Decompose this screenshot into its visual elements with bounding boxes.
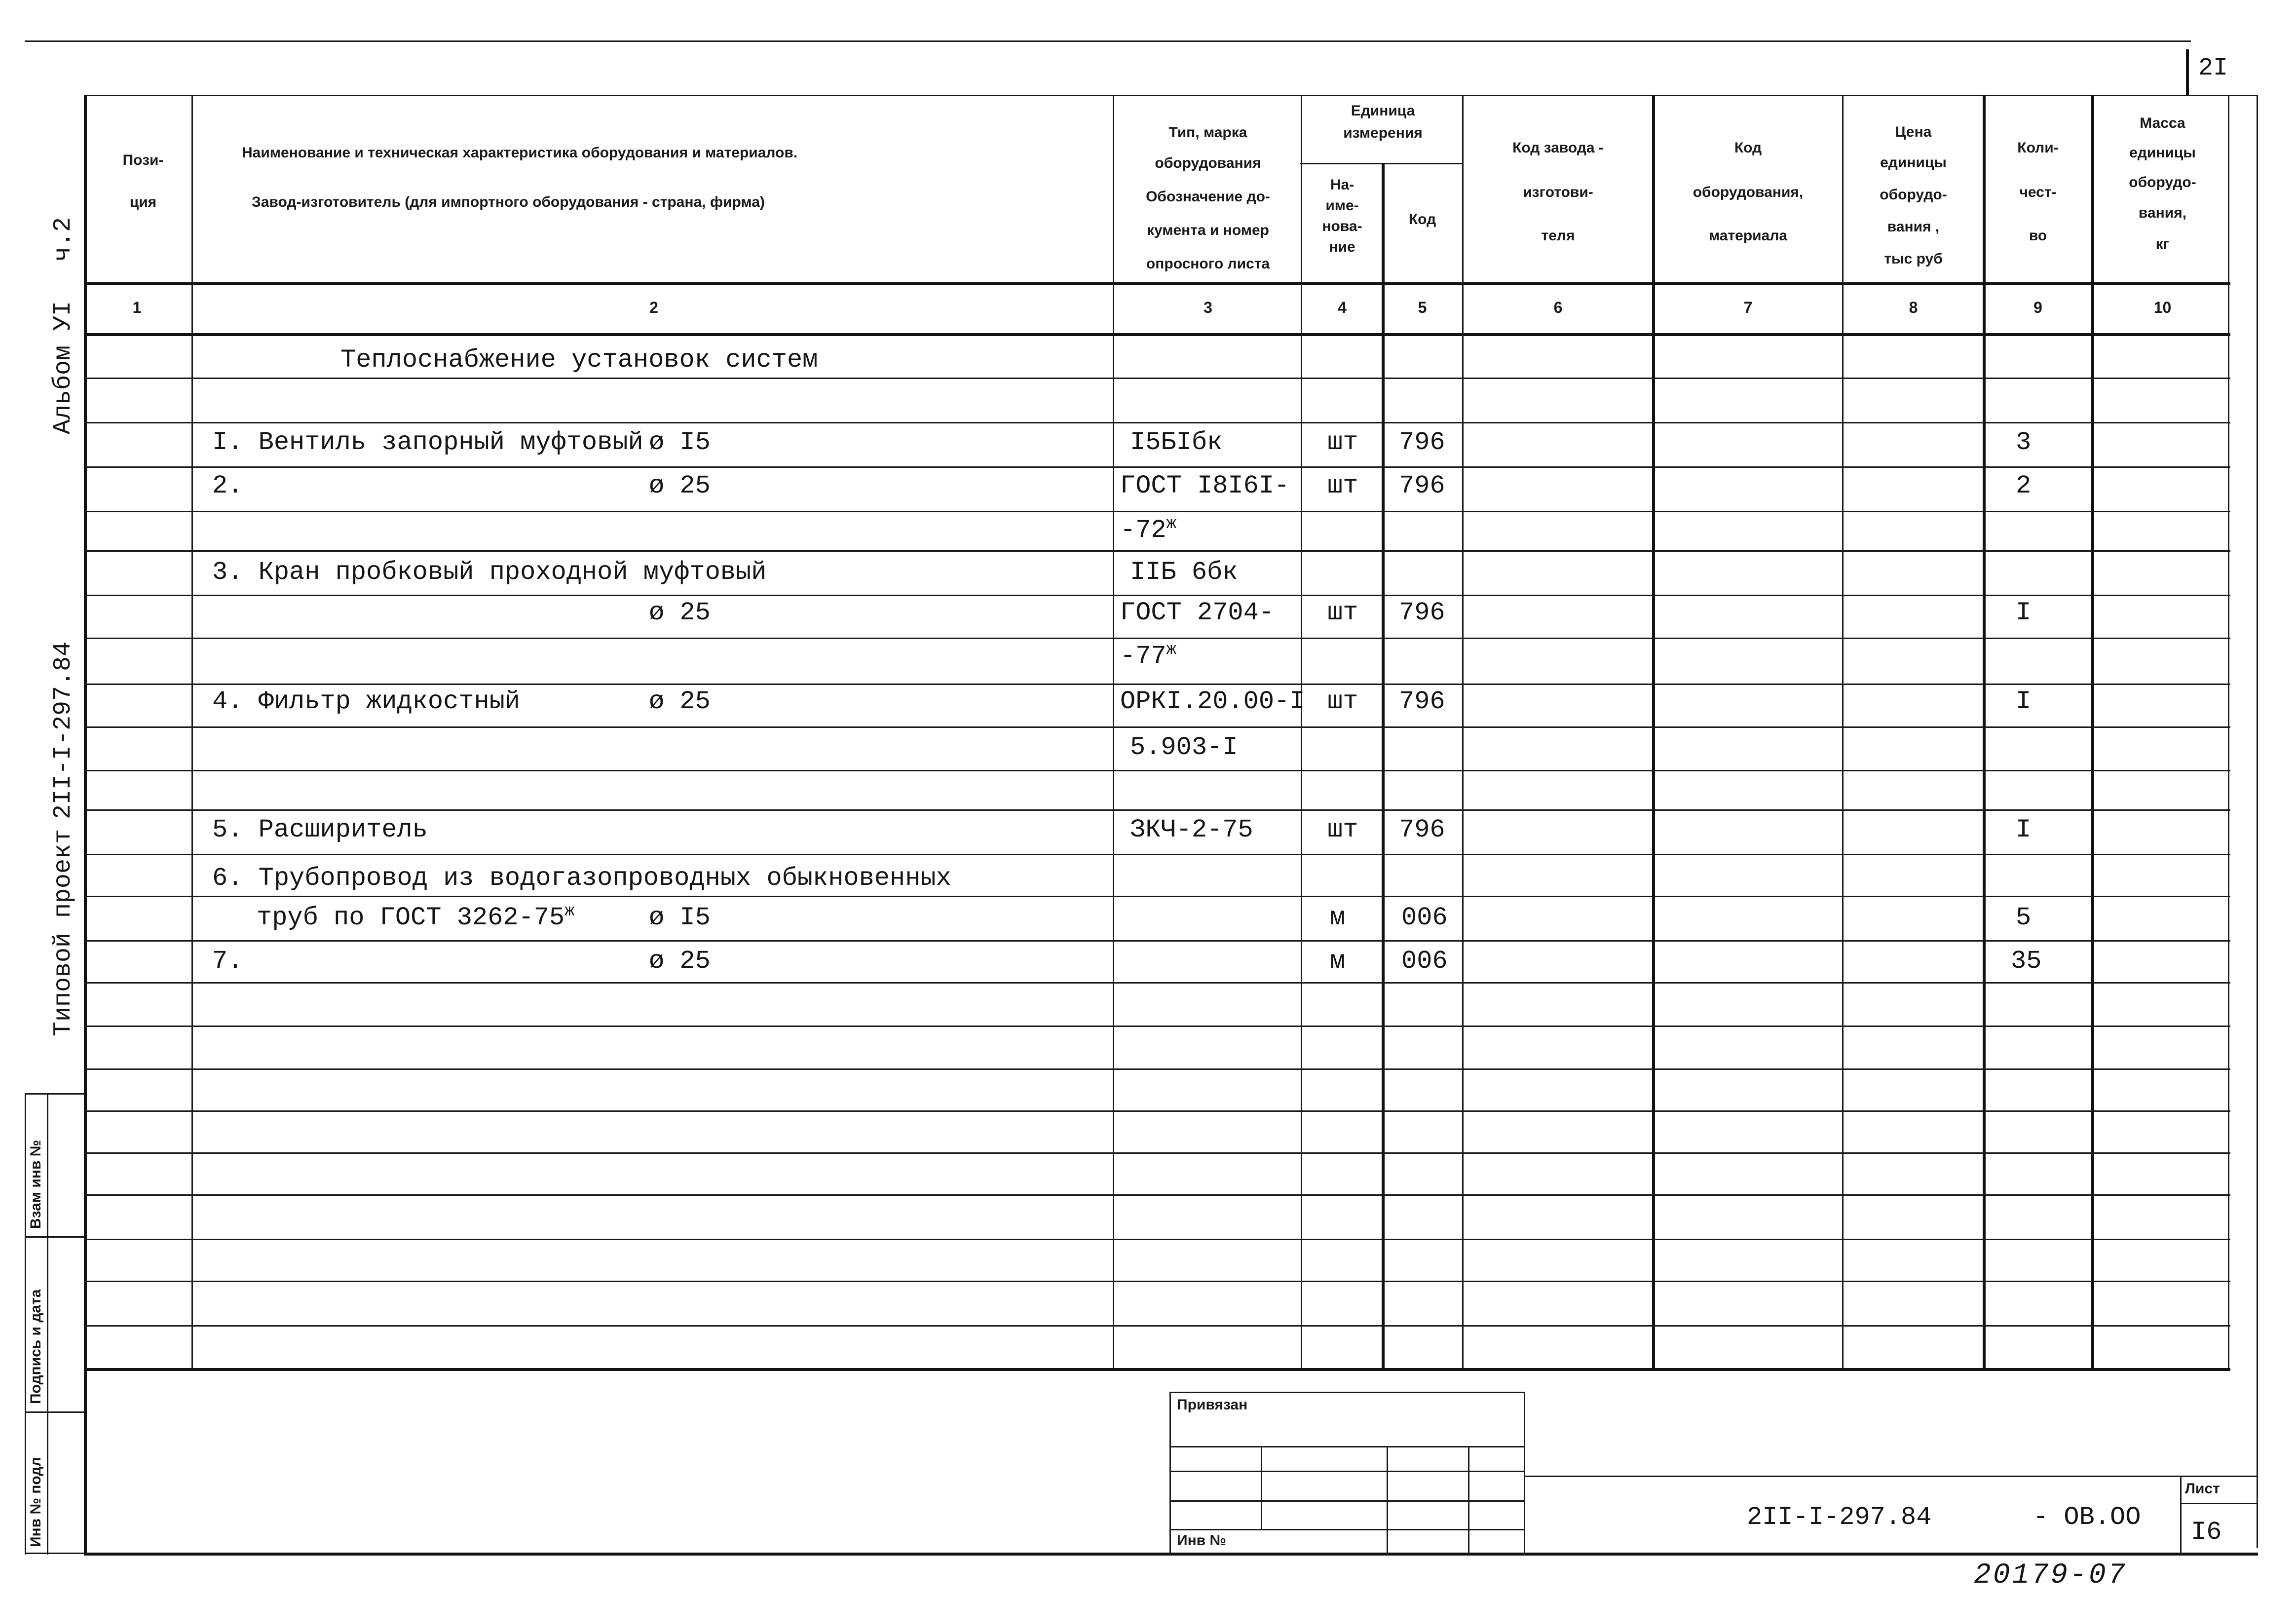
tb-tied: Привязан — [1177, 1397, 1248, 1413]
colnum-10: 10 — [2153, 299, 2172, 316]
footer-handwritten-number: 20179-07 — [1974, 1559, 2127, 1592]
item4-unit: шт — [1327, 687, 1358, 716]
row-line — [84, 809, 2230, 811]
hdr-col9-l1: Коли- — [2017, 140, 2059, 156]
item3-type: IIБ 6бк — [1130, 558, 1238, 587]
hdr-col2-line2: Завод-изготовитель (для импортного оборудования - страна, фирма) — [252, 194, 765, 210]
item7-code: 006 — [1401, 947, 1448, 976]
hdr-col9-l2: чест- — [2019, 184, 2057, 200]
row-line — [84, 854, 2230, 855]
tb-inv: Инв № — [1177, 1532, 1226, 1549]
hdr-col4-l2: име- — [1325, 197, 1359, 214]
hdr-col10-l5: кг — [2155, 236, 2170, 252]
item4-name: 4. Фильтр жидкостный — [212, 687, 521, 716]
col-line-8 — [1983, 95, 1986, 1370]
hdr-col10-l2: единицы — [2129, 145, 2196, 161]
hdr-col4-l4: ние — [1329, 239, 1355, 255]
tb-col — [1261, 1446, 1262, 1529]
stamp-line — [25, 1093, 84, 1095]
col-line-2 — [1113, 95, 1114, 1370]
stamp-divider — [47, 1093, 48, 1555]
numbers-bottom — [84, 333, 2230, 336]
stamp-line — [25, 1553, 84, 1554]
item3-qty: I — [2016, 598, 2032, 627]
item1-qty: 3 — [2016, 428, 2032, 457]
item6-code: 006 — [1401, 903, 1448, 932]
tb-sheet-no: I6 — [2191, 1518, 2222, 1547]
item4-dia: ø 25 — [649, 687, 711, 716]
side-album: Альбом УI — [49, 301, 77, 434]
item3-type2: ГОСТ 2704- — [1120, 598, 1275, 627]
item5-unit: шт — [1327, 815, 1358, 844]
row-line — [84, 896, 2230, 897]
hdr-col3-l5: опросного листа — [1146, 256, 1270, 272]
stamp-label-1: Взам инв № — [28, 1140, 44, 1229]
table-bottom — [84, 1368, 2230, 1371]
col-line-1 — [191, 95, 193, 1370]
hdr-col10-l4: вания, — [2138, 205, 2187, 221]
row-line — [84, 1194, 2230, 1196]
tb-doc-code: 2II-I-297.84 — [1747, 1503, 1932, 1532]
hdr-col6-l3: теля — [1541, 228, 1575, 244]
col-line-5 — [1462, 95, 1464, 1370]
tb-top — [1169, 1392, 1525, 1393]
tb-sheet-label: Лист — [2185, 1481, 2220, 1497]
hdr-col8-l1: Цена — [1895, 124, 1932, 140]
row-line — [84, 940, 2230, 942]
item5-name: 5. Расширитель — [212, 815, 428, 844]
item1-dia: ø I5 — [649, 428, 711, 457]
colnum-8: 8 — [1909, 299, 1918, 316]
colnum-6: 6 — [1553, 299, 1563, 316]
col-line-3 — [1301, 95, 1302, 1370]
item2-qty: 2 — [2016, 471, 2032, 500]
hdr-col10-l1: Масса — [2140, 115, 2185, 131]
tb-line — [1169, 1471, 1525, 1472]
item6-name: 6. Трубопровод из водогазопроводных обыкновенных — [212, 864, 951, 893]
side-project-type: Типовой проект — [49, 829, 77, 1036]
row-line — [84, 422, 2230, 423]
col-line-9 — [2091, 95, 2094, 1370]
row-line — [84, 1239, 2230, 1240]
hdr-col6-l1: Код завода - — [1512, 140, 1604, 156]
row-line — [84, 726, 2230, 728]
item1-name: I. Вентиль запорный муфтовый — [212, 428, 643, 457]
hdr-col1-line1: Пози- — [122, 152, 164, 168]
hdr-unit-l2: измерения — [1343, 125, 1423, 141]
item6-dia: ø I5 — [649, 903, 711, 932]
item5-type: ЗКЧ-2-75 — [1130, 815, 1253, 844]
tb-main-top — [1524, 1476, 2258, 1477]
colnum-5: 5 — [1418, 299, 1427, 316]
item2-type: ГОСТ I8I6I- — [1120, 471, 1290, 500]
item4-type-cont: 5.903-I — [1130, 733, 1238, 762]
row-line — [84, 1281, 2230, 1282]
hdr-col4-l3: нова- — [1322, 218, 1362, 234]
row-line — [84, 1325, 2230, 1327]
item2-code: 796 — [1399, 471, 1445, 500]
colnum-4: 4 — [1338, 299, 1347, 316]
hdr-col3-l4: кумента и номер — [1146, 222, 1270, 238]
item3-name: 3. Кран пробковый проходной муфтовый — [212, 558, 767, 587]
hdr-col8-l2: единицы — [1880, 154, 1947, 171]
row-line — [84, 378, 2230, 379]
tb-line — [1169, 1446, 1525, 1447]
hdr-col7-l3: материала — [1708, 228, 1788, 244]
row-line — [84, 1152, 2230, 1154]
hdr-col9-l3: во — [2029, 228, 2047, 244]
section-title: Теплоснабжение установок систем — [340, 345, 818, 375]
item2-type-cont: $-72^ж$ — [1120, 515, 1177, 545]
side-project-code: 2II-I-297.84 — [49, 641, 77, 819]
hdr-col3-l3: Обозначение до- — [1146, 189, 1270, 205]
row-line — [84, 638, 2230, 639]
hdr-col7-l1: Код — [1734, 140, 1762, 156]
col-line-10 — [2228, 95, 2229, 1370]
item3-type-cont: $-77^ж$ — [1120, 641, 1177, 671]
colnum-3: 3 — [1204, 299, 1212, 316]
row-line — [84, 466, 2230, 468]
row-line — [84, 511, 2230, 512]
item2-unit: шт — [1327, 471, 1358, 500]
hdr-col2-line1: Наименование и техническая характеристика оборудования и материалов. — [242, 145, 798, 161]
col-line-4 — [1382, 163, 1385, 1370]
hdr-col6-l2: изготови- — [1523, 184, 1593, 200]
row-line — [84, 550, 2230, 552]
frame-bottom — [84, 1553, 2258, 1556]
row-line — [84, 1110, 2230, 1112]
item5-qty: I — [2016, 815, 2032, 844]
colnum-1: 1 — [132, 299, 142, 316]
tb-doc-suffix: - ОВ.ОО — [2033, 1503, 2141, 1532]
item7-name: 7. — [212, 947, 243, 976]
item6-unit: м — [1330, 903, 1346, 932]
item7-dia: ø 25 — [649, 947, 711, 976]
row-line — [84, 982, 2230, 984]
colnum-7: 7 — [1743, 299, 1753, 316]
stamp-line — [25, 1411, 84, 1413]
hdr-unit-l1: Единица — [1351, 103, 1415, 119]
tb-line — [1169, 1529, 1525, 1530]
stamp-label-3: Инв № подл — [28, 1457, 44, 1547]
header-bottom — [84, 282, 2230, 285]
stamp-line — [25, 1236, 84, 1238]
hdr-col8-l4: вания , — [1887, 219, 1940, 235]
item2-dia: ø 25 — [649, 471, 711, 500]
item6-name-cont: труб по ГОСТ $3262-75^ж$ — [257, 902, 575, 932]
row-line — [84, 1068, 2230, 1070]
item7-unit: м — [1330, 947, 1346, 976]
row-line — [84, 684, 2230, 685]
sheet-corner-number: 2I — [2198, 54, 2228, 82]
corner-box-left — [2186, 49, 2189, 96]
item2-name: 2. — [212, 471, 243, 500]
item5-code: 796 — [1399, 815, 1445, 844]
colnum-2: 2 — [649, 299, 658, 316]
item4-type: ОРКI.20.00-I — [1120, 687, 1305, 716]
tb-sheet-line — [2180, 1503, 2258, 1504]
hdr-col4-l1: На- — [1330, 177, 1355, 193]
row-line — [84, 770, 2230, 771]
hdr-col8-l3: оборудо- — [1880, 187, 1947, 203]
hdr-col5: Код — [1408, 211, 1436, 228]
tb-line — [1169, 1500, 1525, 1502]
hdr-col10-l3: оборудо- — [2129, 174, 2196, 190]
stamp-left — [25, 1093, 26, 1555]
col-line-7 — [1842, 95, 1844, 1370]
stamp-label-2: Подпись и дата — [28, 1289, 44, 1404]
tb-col — [1387, 1446, 1388, 1555]
side-part: ч.2 — [49, 217, 77, 262]
table-top — [84, 95, 2258, 96]
top-margin-line — [25, 40, 2191, 42]
tb-sheet-left — [2180, 1476, 2182, 1555]
hdr-col3-l2: оборудования — [1155, 155, 1261, 171]
item3-dia: ø 25 — [649, 598, 711, 627]
row-line — [84, 1026, 2230, 1027]
item3-unit: шт — [1327, 598, 1358, 627]
colnum-9: 9 — [2033, 299, 2042, 316]
hdr-col8-l5: тыс руб — [1884, 251, 1943, 267]
hdr-col7-l2: оборудования, — [1693, 184, 1804, 200]
tb-col — [1468, 1446, 1469, 1555]
item4-code: 796 — [1399, 687, 1445, 716]
row-line — [84, 595, 2230, 596]
item3-code: 796 — [1399, 598, 1445, 627]
item1-type: I5БIбк — [1130, 428, 1223, 457]
item1-code: 796 — [1399, 428, 1445, 457]
frame-right — [2257, 95, 2258, 1548]
item6-qty: 5 — [2016, 903, 2032, 932]
hdr-col1-line2: ция — [129, 194, 157, 210]
item7-qty: 35 — [2011, 947, 2042, 976]
item4-qty: I — [2016, 687, 2032, 716]
item1-unit: шт — [1327, 428, 1358, 457]
hdr-col3-l1: Тип, марка — [1168, 124, 1247, 141]
col-line-6 — [1652, 95, 1655, 1370]
